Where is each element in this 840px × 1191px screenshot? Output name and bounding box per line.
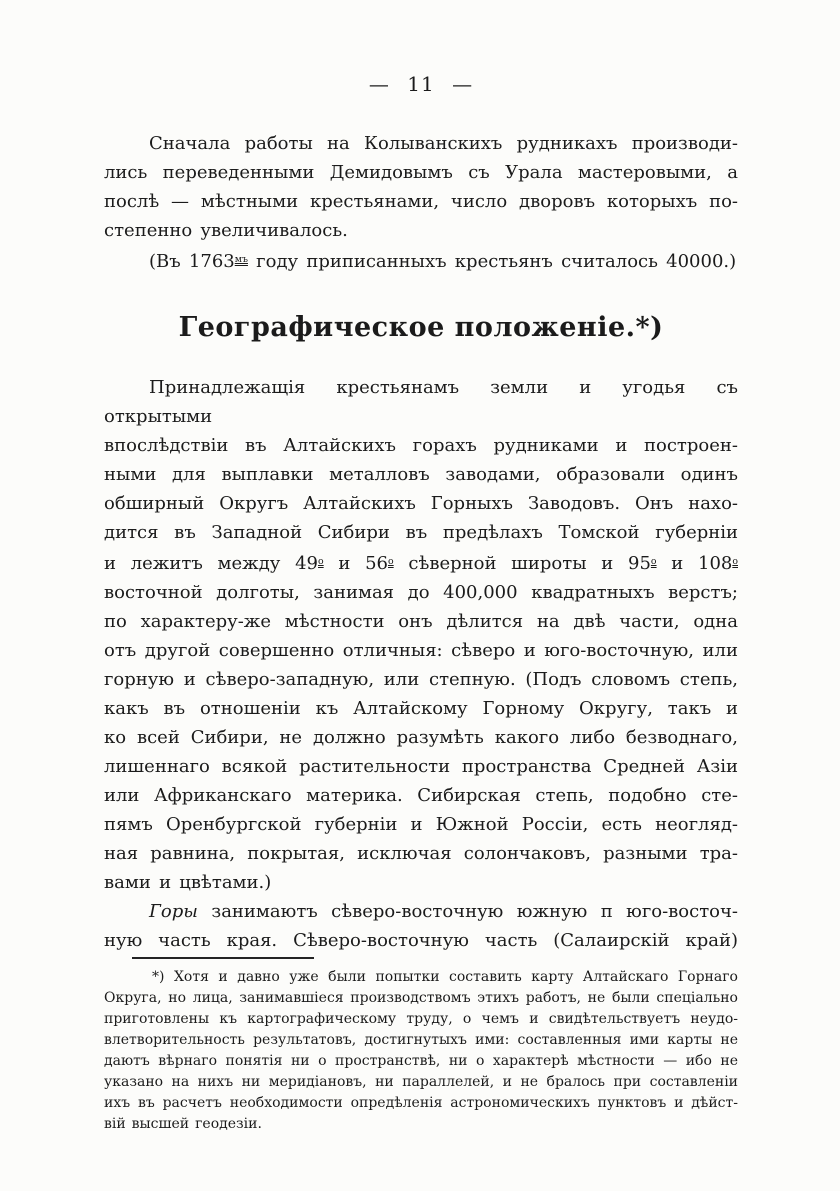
text-segment: ными для выплавки металловъ заводами, образовали одинъ xyxy=(104,464,738,486)
paragraph-opening xyxy=(104,129,738,245)
text-segment: ную часть края. Сѣверо-восточную часть (Салаирскій край) xyxy=(104,930,738,952)
text-line xyxy=(104,1009,738,1030)
text-segment: горную и сѣверо-западную, или степную. (Подъ словомъ степь, xyxy=(104,669,738,691)
italic-lead-word: Горы xyxy=(149,901,198,923)
footnote-rule xyxy=(132,957,314,959)
superscript-mark: о xyxy=(732,556,738,568)
text-line xyxy=(104,431,738,460)
text-line xyxy=(104,897,738,926)
text-line xyxy=(104,967,738,988)
text-segment: лишеннаго всякой растительности пространства Средней Азіи xyxy=(104,756,738,778)
text-segment: какъ въ отношеніи къ Алтайскому Горному Округу, такъ и xyxy=(104,698,738,720)
text-segment: указано на нихъ ни меридіановъ, ни параллелей, и не бралось при составленіи xyxy=(104,1074,738,1091)
text-segment: вій высшей геодезіи. xyxy=(104,1116,262,1133)
paragraph-note-1763 xyxy=(104,245,738,276)
text-segment: впослѣдствіи въ Алтайскихъ горахъ рудниками и построен- xyxy=(104,435,738,457)
text-line xyxy=(104,1072,738,1093)
text-line xyxy=(104,636,738,665)
text-line xyxy=(104,129,738,158)
text-segment: отъ другой совершенно отличныя: сѣверо и юго-восточную, или xyxy=(104,640,738,662)
text-segment: Сначала работы на Колыванскихъ рудникахъ производи- xyxy=(149,133,738,154)
text-line xyxy=(104,216,738,245)
text-segment: ихъ въ расчетъ необходимости опредѣленія астрономическихъ пунктовъ и дѣйст- xyxy=(104,1095,738,1112)
text-segment: Принадлежащія крестьянамъ земли и угодья съ открытыми xyxy=(104,377,738,428)
text-line xyxy=(104,245,738,276)
text-segment: восточной долготы, занимая до 400,000 квадратныхъ верстъ; xyxy=(104,582,738,604)
text-line xyxy=(104,187,738,216)
text-line xyxy=(104,781,738,810)
text-segment: влетворительность результатовъ, достигнутыхъ ими: составленныя ими карты не xyxy=(104,1032,738,1049)
text-line xyxy=(104,578,738,607)
text-line xyxy=(104,1051,738,1072)
text-line xyxy=(104,1114,738,1135)
text-line xyxy=(104,1093,738,1114)
text-line xyxy=(104,665,738,694)
text-segment: Округа, но лица, занимавшіеся производствомъ этихъ работъ, не были спеціально xyxy=(104,990,738,1007)
text-line xyxy=(104,1030,738,1051)
text-line xyxy=(104,518,738,547)
text-segment: сѣверной широты и 95 xyxy=(393,553,651,575)
superscript-mark: о xyxy=(650,556,657,568)
text-segment: лись переведенными Демидовымъ съ Урала мастеровыми, а xyxy=(104,162,738,183)
footnote-text xyxy=(104,967,738,1135)
text-line xyxy=(104,752,738,781)
text-segment: занимаютъ сѣверо-восточную южную п юго-восточ- xyxy=(197,901,738,923)
section-heading: Географическое положеніе.*) xyxy=(178,312,664,344)
text-block xyxy=(104,0,738,1135)
text-segment: дится въ Западной Сибири въ предѣлахъ Томской губерніи xyxy=(104,522,738,544)
text-line xyxy=(104,460,738,489)
text-line xyxy=(104,694,738,723)
text-segment: даютъ вѣрнаго понятія ни о пространствѣ, ни о характерѣ мѣстности — ибо не xyxy=(104,1053,738,1070)
text-segment: *) Хотя и давно уже были попытки составить карту Алтайскаго Горнаго xyxy=(152,969,738,986)
superscript-mark: о xyxy=(388,556,394,568)
paragraph-geography xyxy=(104,373,738,897)
text-segment: по характеру-же мѣстности онъ дѣлится на двѣ части, одна xyxy=(104,611,738,633)
text-segment: и 56 xyxy=(323,553,389,575)
text-line xyxy=(104,926,738,955)
text-line xyxy=(104,988,738,1009)
text-segment: и лежитъ между 49 xyxy=(104,553,319,575)
text-line xyxy=(104,723,738,752)
text-line xyxy=(104,839,738,868)
text-segment: пямъ Оренбургской губерніи и Южной Россіи, есть неогляд- xyxy=(104,814,738,836)
text-segment: приготовлены къ картографическому труду, о чемъ и свидѣтельствуетъ неудо- xyxy=(104,1011,738,1028)
text-line xyxy=(104,158,738,187)
text-segment: ко всей Сибири, не должно разумѣть какого либо безводнаго, xyxy=(104,727,738,749)
text-segment: послѣ — мѣстными крестьянами, число дворовъ которыхъ по- xyxy=(104,191,738,212)
text-line xyxy=(104,489,738,518)
text-segment: степенно увеличивалось. xyxy=(104,220,348,241)
text-segment: и 108 xyxy=(656,553,733,575)
text-segment: ная равнина, покрытая, исключая солончаковъ, разными тра- xyxy=(104,843,738,865)
paragraph-mountains xyxy=(104,897,738,955)
text-line xyxy=(104,373,738,431)
text-segment: или Африканскаго материка. Сибирская степь, подобно сте- xyxy=(104,785,738,807)
text-segment: обширный Округъ Алтайскихъ Горныхъ Заводовъ. Онъ нахо- xyxy=(104,493,738,515)
text-segment: году приписанныхъ крестьянъ считалось 40000.) xyxy=(247,251,737,273)
text-line xyxy=(104,547,738,578)
text-segment: (Въ 1763 xyxy=(149,251,235,273)
superscript-mark: мъ xyxy=(234,254,248,265)
superscript-mark: о xyxy=(318,556,324,568)
page-number: — 11 — xyxy=(368,72,474,96)
text-line xyxy=(104,810,738,839)
text-segment: вами и цвѣтами.) xyxy=(104,872,272,894)
text-line xyxy=(104,607,738,636)
text-line xyxy=(104,868,738,897)
